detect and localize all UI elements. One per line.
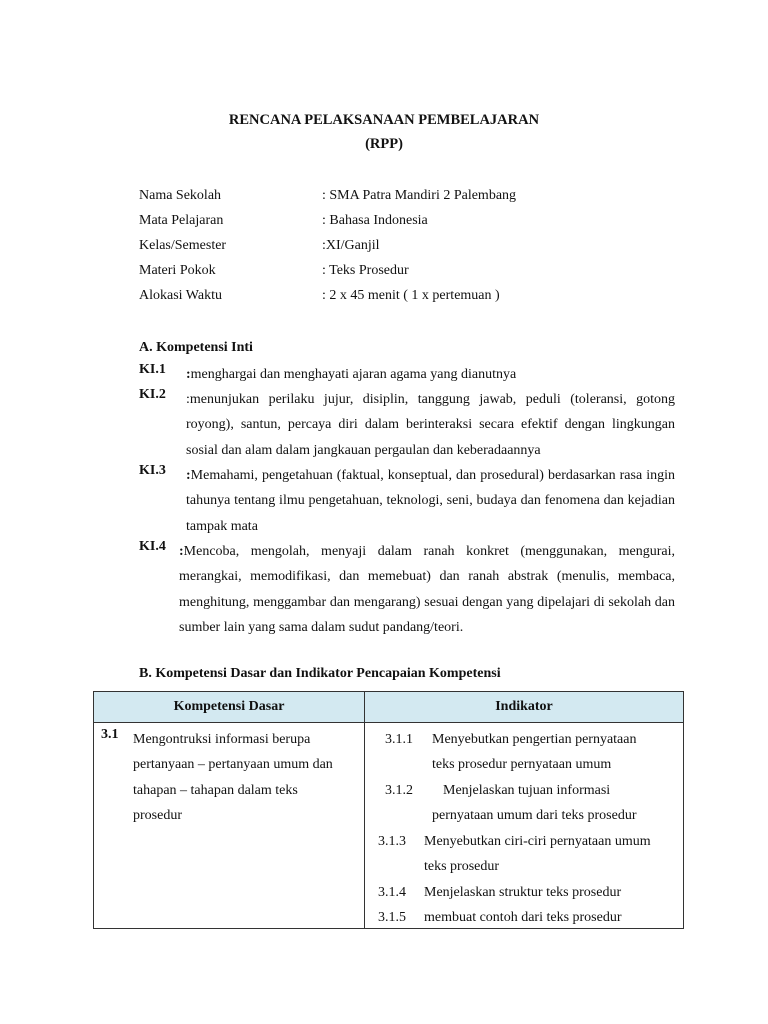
ki-text: :menghargai dan menghayati ajaran agama yang dianutnya [186,367,517,382]
table-header-row [94,692,684,723]
ki-item [139,463,675,541]
info-value-class: :XI/Ganjil [322,238,380,253]
info-label-time: Alokasi Waktu [139,288,222,303]
info-label-topic: Materi Pokok [139,263,216,278]
section-b-heading: B. Kompetensi Dasar dan Indikator Pencapaian Kompetensi [139,666,501,681]
info-value-subject: : Bahasa Indonesia [322,213,428,228]
info-label-class: Kelas/Semester [139,238,227,253]
ki-text: :Mencoba, mengolah, menyaji dalam ranah konkret (menggunakan, mengurai, merangkai, memodifikasi, dan memebuat) dan ranah abstrak (menulis, membaca, menghitung, menggambar dan mengarang) sesuai dengan yang dipelajari di sekolah dan sumber lain yang sama dalam sudut pandang/teori. [179,544,675,635]
column-header-kd: Kompetensi Dasar [94,692,365,723]
document-subtitle: (RPP) [365,136,403,152]
indicator-text: Menyebutkan pengertian pernyataan teks prosedur pernyataan umum [432,732,637,773]
indicator-text: Menjelaskan tujuan informasi pernyataan umum dari teks prosedur [432,783,637,824]
info-value-topic: : Teks Prosedur [322,263,409,278]
info-label-school: Nama Sekolah [139,188,222,203]
indicator-text: Menyebutkan ciri-ciri pernyataan umum teks prosedur [424,834,651,875]
ki-label: KI.2 [139,387,166,402]
ki-text: :Memahami, pengetahuan (faktual, konseptual, dan prosedural) berdasarkan rasa ingin tahunya tentang ilmu pengetahuan, teknologi, seni, budaya dan fenomena dan kejadian tampak mata [186,468,675,534]
kd-cell [94,723,365,929]
indicator-cell: 3.1.1 Menyebutkan pengertian pernyataan teks prosedur pernyataan umum 3.1.2 Menjelaskan tujuan informasi pernyataan umum dari teks prosedur 3.1.3 Menyebutkan ciri-ciri pernyataan umum teks prosedur 3.1.4 Menjelaskan struktur teks prosedur 3.1.5 membuat contoh dari teks prosedur [365,723,684,929]
info-value-school: : SMA Patra Mandiri 2 Palembang [322,188,517,203]
ki-item [139,362,675,388]
document-title: RENCANA PELAKSANAAN PEMBELAJARAN [228,112,540,128]
section-a-heading: A. Kompetensi Inti [139,340,253,355]
kd-description: Mengontruksi informasi berupa pertanyaan – pertanyaan umum dan tahapan – tahapan dalam teks prosedur [133,732,333,823]
table-row [94,723,684,929]
info-value-time: : 2 x 45 menit ( 1 x pertemuan ) [322,288,500,303]
kd-number: 3.1 [101,727,119,742]
indicator-text: Menjelaskan struktur teks prosedur [424,885,622,900]
ki-item [139,539,675,643]
ki-item [139,387,675,465]
info-label-subject: Mata Pelajaran [139,213,224,228]
ki-label: KI.1 [139,362,166,377]
ki-text: :menunjukan perilaku jujur, disiplin, tanggung jawab, peduli (toleransi, gotong royong), santun, percaya diri dalam berinteraksi secara efektif dengan lingkungan sosial dan alam dalam jangkauan pergaulan dan keberadaannya [186,392,675,458]
indicator-text: membuat contoh dari teks prosedur [424,910,622,925]
competency-table [93,691,684,929]
column-header-indicator: Indikator [365,692,684,723]
ki-label: KI.4 [139,539,166,554]
ki-label: KI.3 [139,463,166,478]
